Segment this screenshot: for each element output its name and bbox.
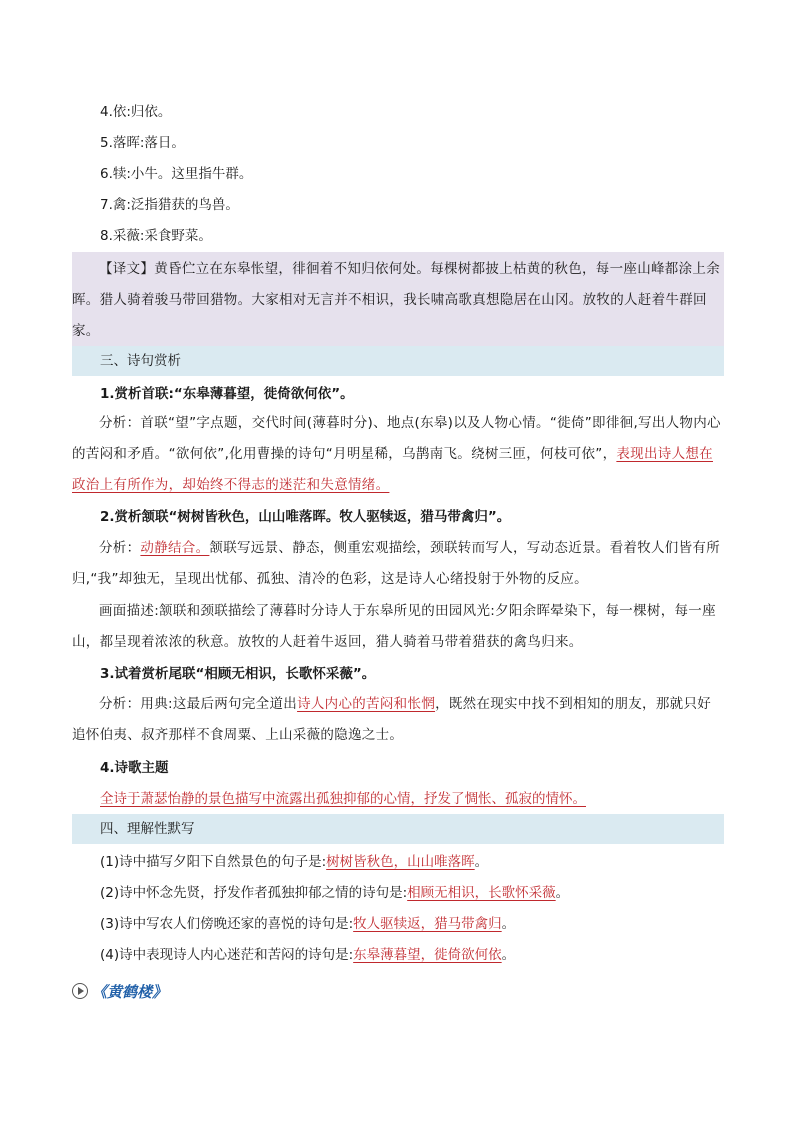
translation-paragraph (72, 254, 724, 347)
q3-prefix: 分析：用典:这最后两句完全道出 (99, 696, 298, 712)
q3-text: ，既然在现实中找不到相知的朋友，那就只好追怀伯夷、叔齐那样不食周粟、上山采薇的隐逸之士。 (72, 696, 712, 743)
recite-answer: 相顾无相识，长歌怀采薇 (407, 885, 556, 901)
recite-item-2 (100, 883, 569, 903)
recite-answer: 牧人驱犊返，猎马带禽归 (353, 916, 502, 932)
q2-scene (72, 596, 724, 658)
recite-question: (4)诗中表现诗人内心迷茫和苦闷的诗句是: (100, 947, 354, 963)
translation-text: 黄昏伫立在东皋怅望，徘徊着不知归依何处。每棵树都披上枯黄的秋色，每一座山峰都涂上余晖。猎人骑着骏马带回猎物。大家相对无言并不相识，我长啸高歌真想隐居在山冈。放牧的人赶着牛群回家。 (72, 261, 721, 339)
q2-text: 颔联写远景、静态，侧重宏观描绘，颈联转而写人，写动态近景。看着牧人们皆有所归,“我”却独无，呈现出忧郁、孤独、清冷的色彩，这是诗人心绪投射于外物的反应。 (72, 540, 721, 587)
q2-scene-text: 画面描述:颔联和颈联描绘了薄暮时分诗人于东皋所见的田园风光:夕阳余晖晕染下，每一棵树，每一座山，都呈现着浓浓的秋意。放牧的人赶着牛返回，猎人骑着马带着猎获的禽鸟归来。 (72, 603, 716, 650)
section-4-bar (72, 814, 724, 844)
recite-end: 。 (555, 885, 570, 901)
q3-analysis (72, 689, 724, 751)
note-4: 4.依:归依。 (100, 104, 172, 120)
recite-answer: 东皋薄暮望，徙倚欲何依 (353, 947, 502, 963)
translation-label: 【译文】 (99, 261, 155, 277)
section-3-title: 三、诗句赏析 (100, 353, 181, 369)
q4-title: 4.诗歌主题 (100, 760, 169, 776)
q2-highlight: 动静结合。 (140, 540, 210, 556)
next-poem-title: 《黄鹤楼》 (92, 982, 168, 1001)
next-poem-heading (72, 978, 167, 1004)
q2-analysis (72, 533, 724, 595)
q3-title: 3.试着赏析尾联“相顾无相识，长歌怀采薇”。 (100, 666, 376, 682)
recite-item-3 (100, 914, 515, 934)
q1-title: 1.赏析首联:“东皋薄暮望，徙倚欲何依”。 (100, 386, 354, 402)
section-4-title: 四、理解性默写 (100, 821, 195, 837)
recite-item-1 (100, 852, 488, 872)
play-arrow-icon (72, 983, 88, 999)
recite-question: (2)诗中怀念先贤，抒发作者孤独抑郁之情的诗句是: (100, 885, 408, 901)
q3-highlight: 诗人内心的苦闷和怅惘 (297, 696, 436, 712)
recite-end: 。 (474, 854, 489, 870)
recite-end: 。 (501, 916, 516, 932)
note-5: 5.落晖:落日。 (100, 135, 185, 151)
section-3-bar (72, 346, 724, 376)
q1-analysis-text: 分析：首联“望”字点题，交代时间(薄暮时分)、地点(东皋)以及人物心情。“徙倚”即徘徊,写出人物内心的苦闷和矛盾。“欲何依”,化用曹操的诗句“月明星稀，乌鹊南飞。绕树三匝，何枝可依”， (72, 415, 721, 462)
q1-analysis (72, 408, 724, 501)
recite-answer: 树树皆秋色，山山唯落晖 (326, 854, 475, 870)
recite-question: (3)诗中写农人们傍晚还家的喜悦的诗句是: (100, 916, 354, 932)
note-7: 7.禽:泛指猎获的鸟兽。 (100, 197, 239, 213)
note-8: 8.采薇:采食野菜。 (100, 228, 212, 244)
recite-end: 。 (501, 947, 516, 963)
recite-item-4 (100, 945, 515, 965)
q1-analysis-highlight: 表现出诗人想在政治上有所作为，却始终不得志的迷茫和失意情绪。 (72, 446, 713, 493)
q4-answer: 全诗于萧瑟怡静的景色描写中流露出孤独抑郁的心情，抒发了惆怅、孤寂的情怀。 (100, 791, 586, 807)
q2-title: 2.赏析颔联“树树皆秋色，山山唯落晖。牧人驱犊返，猎马带禽归”。 (100, 509, 511, 525)
note-6: 6.犊:小牛。这里指牛群。 (100, 166, 253, 182)
recite-question: (1)诗中描写夕阳下自然景色的句子是: (100, 854, 327, 870)
q2-prefix: 分析： (99, 540, 141, 556)
